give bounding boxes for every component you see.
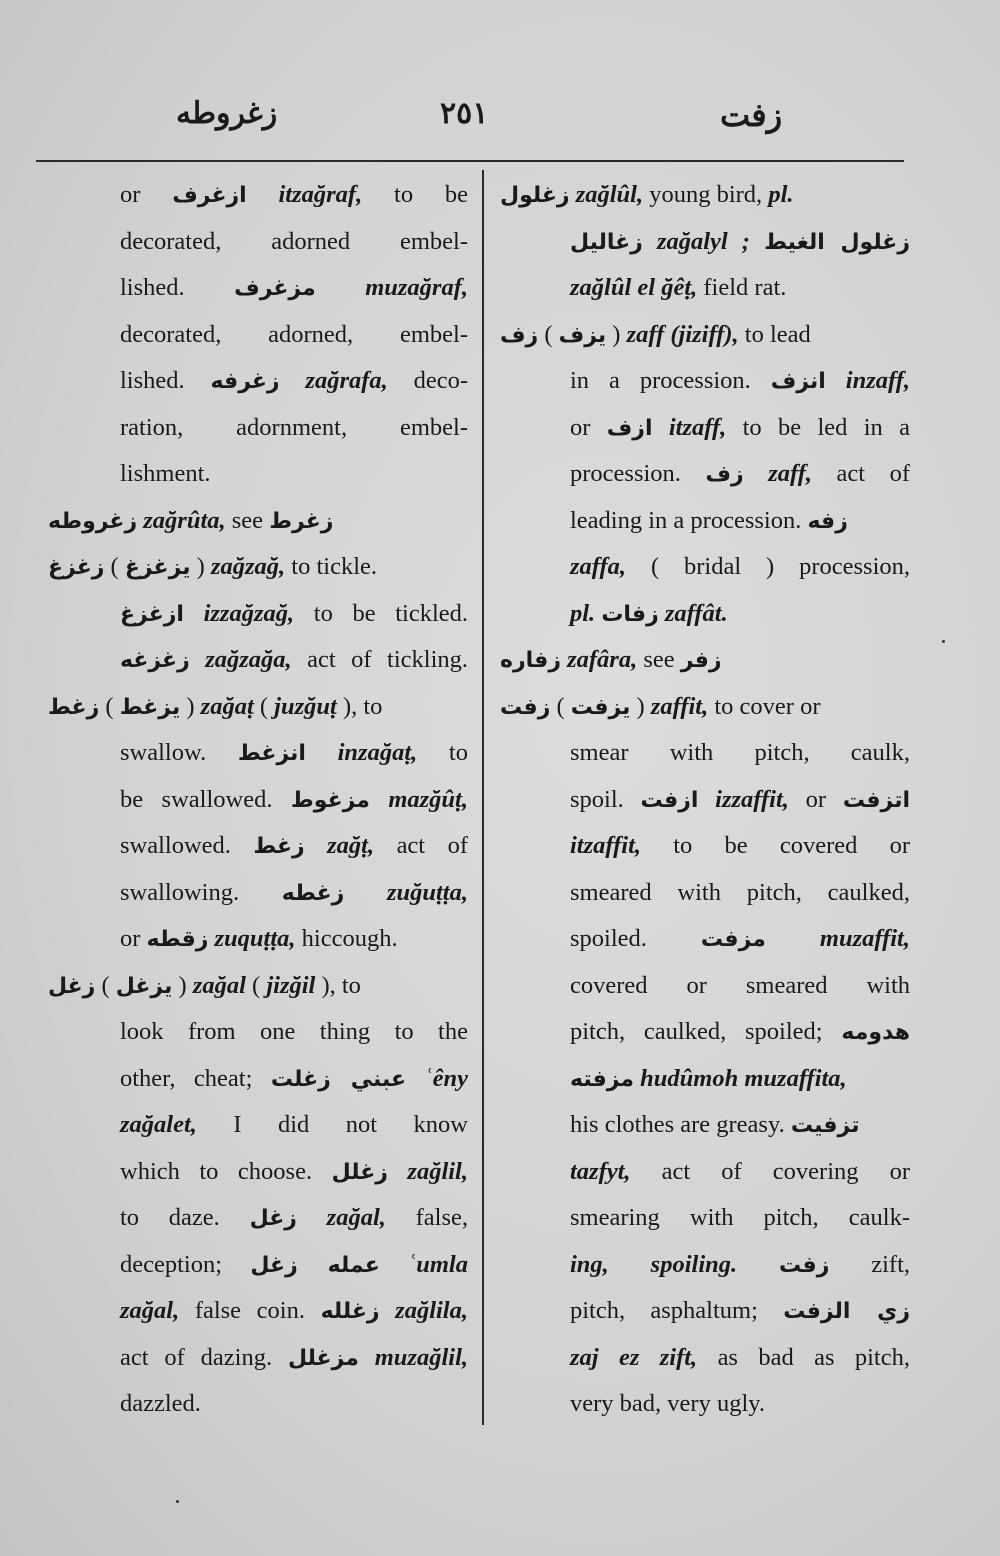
right-column bbox=[500, 172, 910, 1428]
transliteration: ing, spoiling. bbox=[570, 1250, 779, 1278]
transliteration: zağal, bbox=[326, 1204, 386, 1231]
definition-text: ), to bbox=[315, 971, 361, 999]
transliteration: zağzağa, bbox=[205, 646, 292, 673]
definition-text: smear with pitch, caulk, bbox=[570, 739, 910, 766]
transliteration: zağlila, bbox=[395, 1297, 468, 1324]
arabic-term: زغط bbox=[48, 694, 100, 720]
transliteration: zaffit, bbox=[650, 692, 709, 720]
definition-text: covered or smeared with bbox=[570, 971, 910, 999]
transliteration: zuquṭṭa, bbox=[214, 925, 296, 952]
arabic-term: يزغط bbox=[119, 694, 181, 720]
transliteration: mazğûṭ, bbox=[388, 785, 468, 813]
entry-line bbox=[48, 451, 468, 498]
entry-line bbox=[48, 730, 468, 777]
page-number: ٢٥١ bbox=[440, 97, 489, 130]
arabic-term: ازغرف bbox=[172, 183, 247, 208]
definition-text bbox=[344, 879, 387, 906]
definition-text: procession. bbox=[570, 460, 706, 487]
entry-line bbox=[500, 1149, 910, 1196]
arabic-term: مزفت bbox=[700, 927, 766, 952]
definition-text: leading in a procession. bbox=[570, 506, 808, 534]
definition-text bbox=[316, 274, 365, 301]
definition-text: to be covered or bbox=[641, 832, 910, 859]
entry-line bbox=[500, 1102, 910, 1149]
transliteration: itzaff, bbox=[668, 413, 727, 441]
entry-line bbox=[500, 1056, 910, 1103]
arabic-term: عمله زغل bbox=[250, 1252, 380, 1278]
definition-text: ( bbox=[253, 692, 275, 720]
arabic-term: يزغزغ bbox=[124, 555, 191, 580]
arabic-term: زغرط bbox=[269, 508, 334, 534]
arabic-term: زف bbox=[705, 462, 744, 487]
entry-line bbox=[48, 405, 468, 452]
definition-text: act of dazing. bbox=[120, 1343, 288, 1371]
arabic-term: زغزغه bbox=[120, 648, 190, 673]
arabic-term: زغاليل bbox=[570, 229, 643, 255]
definition-text: spoiled. bbox=[570, 925, 701, 952]
entry-line bbox=[500, 1242, 910, 1289]
transliteration: zaff, bbox=[768, 460, 812, 487]
definition-text bbox=[826, 367, 846, 394]
transliteration: zaffa, bbox=[570, 553, 627, 580]
transliteration: inzaff, bbox=[845, 367, 910, 394]
definition-text: decorated, adorned embel- bbox=[120, 227, 468, 255]
definition-text bbox=[280, 367, 306, 394]
entry-line bbox=[48, 312, 468, 359]
definition-text: I did not know bbox=[196, 1111, 468, 1138]
definition-text bbox=[744, 460, 769, 487]
definition-text: to bbox=[417, 739, 468, 766]
arabic-term: عبني زغلت bbox=[270, 1066, 407, 1092]
transliteration: zağrûta, bbox=[143, 506, 226, 534]
arabic-term: ازفت bbox=[640, 787, 699, 813]
transliteration: zağalet, bbox=[120, 1111, 197, 1138]
paper-speck bbox=[176, 1500, 179, 1503]
definition-text: see bbox=[637, 646, 681, 673]
definition-text: act of bbox=[812, 460, 910, 487]
entry-line bbox=[48, 1149, 468, 1196]
entry-line bbox=[500, 405, 910, 452]
definition-text bbox=[653, 414, 669, 441]
definition-text: be swallowed. bbox=[120, 785, 291, 813]
definition-text: to be tickled. bbox=[294, 599, 468, 627]
entry-line bbox=[48, 916, 468, 963]
definition-text: swallow. bbox=[120, 739, 238, 766]
definition-text: ( bbox=[104, 553, 125, 580]
entry-line bbox=[48, 870, 468, 917]
definition-text bbox=[406, 1065, 424, 1092]
entry-line bbox=[500, 312, 910, 359]
definition-text: which to choose. bbox=[120, 1157, 332, 1185]
entry-line bbox=[48, 1242, 468, 1289]
definition-text: ( bbox=[538, 320, 559, 348]
entry-line bbox=[500, 358, 910, 405]
transliteration: hudûmoh muzaffita, bbox=[640, 1064, 847, 1092]
entry-line bbox=[500, 684, 910, 731]
definition-text bbox=[190, 646, 205, 673]
transliteration: itzaffit, bbox=[570, 832, 642, 859]
arabic-term: يزف bbox=[558, 322, 607, 348]
entry-line bbox=[48, 1102, 468, 1149]
entry-line bbox=[48, 684, 468, 731]
definition-text: lished. bbox=[120, 367, 211, 394]
definition-text bbox=[297, 1204, 327, 1231]
definition-text: smearing with pitch, caulk- bbox=[570, 1204, 910, 1231]
entry-line bbox=[500, 823, 910, 870]
transliteration: zaffât. bbox=[664, 599, 728, 627]
definition-text: field rat. bbox=[697, 274, 787, 301]
entry-line bbox=[500, 172, 910, 219]
arabic-term: زغل bbox=[48, 973, 96, 999]
definition-text: smeared with pitch, caulked, bbox=[570, 878, 910, 906]
definition-text: zift, bbox=[871, 1250, 910, 1278]
definition-text: deco- bbox=[387, 367, 468, 394]
definition-text: pitch, caulked, spoiled; bbox=[570, 1018, 842, 1045]
arabic-term: زفر bbox=[680, 648, 722, 673]
entry-line bbox=[48, 498, 468, 545]
definition-text: see bbox=[225, 506, 270, 534]
transliteration: ʿêny bbox=[424, 1064, 468, 1092]
arabic-term: زفت bbox=[500, 694, 551, 720]
entry-line bbox=[500, 265, 910, 312]
entry-line bbox=[48, 172, 468, 219]
definition-text: deception; bbox=[120, 1250, 251, 1278]
transliteration: zağrafa, bbox=[305, 367, 388, 394]
transliteration: zağalyl ; bbox=[656, 227, 750, 255]
transliteration: zağal bbox=[192, 971, 246, 999]
definition-text: other, cheat; bbox=[120, 1064, 271, 1092]
entry-line bbox=[48, 1288, 468, 1335]
arabic-term: زغروطه bbox=[48, 508, 138, 534]
transliteration: zaff (jiziff), bbox=[626, 320, 739, 348]
definition-text: to cover or bbox=[708, 692, 821, 720]
entry-line bbox=[500, 730, 910, 777]
entry-line bbox=[48, 265, 468, 312]
definition-text: to tickle. bbox=[285, 553, 378, 580]
entry-line bbox=[48, 1195, 468, 1242]
arabic-term: مزغوط bbox=[290, 787, 370, 813]
arabic-term: زغط bbox=[253, 834, 305, 859]
arabic-term: مزفته bbox=[570, 1066, 635, 1092]
arabic-term: زغل bbox=[249, 1206, 297, 1231]
definition-text: spoil. bbox=[570, 785, 641, 813]
definition-text: ), to bbox=[336, 692, 383, 720]
arabic-term: يزفت bbox=[570, 694, 631, 720]
transliteration: pl. bbox=[768, 181, 794, 208]
entry-line bbox=[500, 1009, 910, 1056]
arabic-term: هدومه bbox=[841, 1020, 910, 1045]
entry-line bbox=[500, 498, 910, 545]
transliteration: zağṭ, bbox=[327, 832, 375, 859]
entry-line bbox=[48, 963, 468, 1010]
transliteration: juzğuṭ bbox=[274, 692, 337, 720]
transliteration: zağlûl el ğêṭ, bbox=[570, 274, 698, 301]
transliteration: itzağraf, bbox=[278, 181, 363, 208]
definition-text: ) bbox=[606, 320, 627, 348]
entry-line bbox=[500, 1335, 910, 1382]
definition-text: pitch, asphaltum; bbox=[570, 1297, 784, 1324]
entry-line bbox=[500, 1288, 910, 1335]
definition-text: or bbox=[120, 181, 173, 208]
arabic-term: زغلول bbox=[500, 183, 570, 208]
definition-text: false, bbox=[385, 1204, 468, 1231]
entry-line bbox=[500, 637, 910, 684]
definition-text bbox=[829, 1251, 871, 1278]
entry-line bbox=[48, 1009, 468, 1056]
entry-line bbox=[500, 591, 910, 638]
header-rule bbox=[36, 160, 904, 162]
entry-line bbox=[500, 544, 910, 591]
entry-line bbox=[48, 1381, 468, 1428]
transliteration: zuğuṭṭa, bbox=[386, 878, 468, 906]
definition-text: dazzled. bbox=[120, 1390, 201, 1417]
definition-text bbox=[305, 832, 327, 859]
definition-text bbox=[380, 1297, 396, 1324]
definition-text bbox=[643, 228, 657, 255]
transliteration: jizğil bbox=[266, 971, 316, 999]
definition-text bbox=[750, 228, 764, 255]
definition-text: act of tickling. bbox=[291, 646, 468, 673]
arabic-term: زغلول الغيط bbox=[764, 229, 910, 255]
arabic-term: زفات bbox=[601, 601, 659, 627]
definition-text: ( bbox=[550, 692, 571, 720]
definition-text: or bbox=[788, 785, 843, 813]
definition-text: to lead bbox=[738, 320, 811, 348]
definition-text: ) bbox=[630, 692, 651, 720]
definition-text bbox=[306, 739, 338, 766]
definition-text: act of bbox=[374, 832, 468, 859]
entry-line bbox=[500, 916, 910, 963]
entry-line bbox=[500, 777, 910, 824]
entry-line bbox=[48, 591, 468, 638]
entry-line bbox=[500, 1195, 910, 1242]
definition-text bbox=[184, 600, 204, 627]
transliteration: inzağaṭ, bbox=[337, 739, 418, 766]
entry-line bbox=[48, 823, 468, 870]
definition-text: ) bbox=[180, 692, 201, 720]
arabic-term: زغطه bbox=[281, 880, 345, 906]
arabic-term: تزفيت bbox=[790, 1113, 860, 1138]
definition-text: lished. bbox=[120, 274, 235, 301]
arabic-term: زفت bbox=[779, 1252, 830, 1278]
arabic-term: زي الزفت bbox=[783, 1299, 910, 1324]
definition-text: swallowing. bbox=[120, 878, 282, 906]
definition-text bbox=[380, 1251, 408, 1278]
definition-text: false coin. bbox=[179, 1297, 321, 1324]
definition-text: ration, adornment, embel- bbox=[120, 413, 468, 441]
transliteration: zafâra, bbox=[567, 646, 638, 673]
arabic-term: زفاره bbox=[500, 648, 561, 673]
definition-text: to daze. bbox=[120, 1204, 250, 1231]
definition-text: act of covering or bbox=[630, 1157, 910, 1185]
arabic-term: زغزغ bbox=[48, 555, 105, 580]
arabic-term: انزغط bbox=[237, 741, 306, 766]
entry-line bbox=[500, 1381, 910, 1428]
running-head-right: زفت bbox=[720, 97, 783, 133]
arabic-term: زغلل bbox=[331, 1159, 388, 1185]
definition-text bbox=[698, 786, 715, 813]
left-column bbox=[48, 172, 468, 1428]
transliteration: zağlil, bbox=[407, 1157, 468, 1185]
definition-text: very bad, very ugly. bbox=[570, 1390, 766, 1417]
arabic-term: ازغزغ bbox=[120, 601, 184, 627]
definition-text: ) bbox=[172, 971, 193, 999]
arabic-term: ازف bbox=[606, 415, 653, 441]
column-divider bbox=[482, 170, 484, 1425]
definition-text bbox=[247, 181, 279, 208]
entry-line bbox=[48, 219, 468, 266]
entry-line bbox=[48, 637, 468, 684]
transliteration: izzağzağ, bbox=[203, 599, 295, 627]
definition-text: hiccough. bbox=[295, 925, 398, 952]
entry-line bbox=[48, 1335, 468, 1382]
transliteration: tazfyt, bbox=[570, 1157, 631, 1185]
definition-text: or bbox=[570, 413, 607, 441]
transliteration: zağaṭ bbox=[200, 692, 254, 720]
entry-line bbox=[500, 219, 910, 266]
definition-text bbox=[359, 1344, 375, 1371]
arabic-term: زفه bbox=[807, 508, 848, 534]
entry-line bbox=[48, 777, 468, 824]
transliteration: muzağraf, bbox=[365, 274, 468, 301]
definition-text: in a procession. bbox=[570, 367, 771, 394]
definition-text: ( bridal ) procession, bbox=[626, 553, 910, 580]
transliteration: zağlûl, bbox=[575, 181, 644, 208]
entry-line bbox=[500, 451, 910, 498]
arabic-term: انزف bbox=[770, 369, 826, 394]
entry-line bbox=[48, 544, 468, 591]
definition-text: lishment. bbox=[120, 460, 211, 487]
entry-line bbox=[48, 1056, 468, 1103]
definition-text: ( bbox=[245, 971, 267, 999]
definition-text: young bird, bbox=[643, 181, 769, 208]
transliteration: muzağlil, bbox=[374, 1343, 468, 1371]
definition-text: swallowed. bbox=[120, 832, 254, 859]
arabic-term: مزغرف bbox=[234, 276, 316, 301]
definition-text: ( bbox=[95, 971, 116, 999]
arabic-term: زقطه bbox=[146, 927, 209, 952]
definition-text: to be led in a bbox=[726, 413, 910, 441]
transliteration: zağzağ, bbox=[210, 553, 286, 580]
transliteration: zağal, bbox=[120, 1297, 180, 1324]
transliteration: ʿumla bbox=[408, 1250, 468, 1278]
definition-text: as bad as pitch, bbox=[697, 1343, 910, 1371]
transliteration: pl. bbox=[570, 599, 596, 627]
arabic-term: زغرفه bbox=[210, 369, 280, 394]
paper-speck bbox=[942, 640, 945, 643]
arabic-term: زف bbox=[500, 322, 539, 348]
transliteration: izzaffit, bbox=[715, 785, 789, 813]
arabic-term: مزغلل bbox=[287, 1345, 359, 1371]
page-header bbox=[0, 96, 1000, 146]
transliteration: zaj ez zift, bbox=[570, 1343, 698, 1371]
entry-line bbox=[500, 870, 910, 917]
arabic-term: اتزفت bbox=[842, 787, 910, 813]
entry-line bbox=[500, 963, 910, 1010]
definition-text: ( bbox=[99, 692, 120, 720]
arabic-term: يزغل bbox=[115, 973, 173, 999]
definition-text: decorated, adorned, embel- bbox=[120, 320, 468, 348]
definition-text: to be bbox=[362, 181, 468, 208]
definition-text: look from one thing to the bbox=[120, 1018, 468, 1045]
definition-text bbox=[388, 1158, 408, 1185]
arabic-term: زغلله bbox=[320, 1299, 380, 1324]
definition-text bbox=[370, 786, 388, 813]
definition-text: his clothes are greasy. bbox=[570, 1111, 791, 1138]
transliteration: muzaffit, bbox=[819, 925, 910, 952]
definition-text: ) bbox=[190, 553, 211, 580]
definition-text: or bbox=[120, 925, 147, 952]
entry-line bbox=[48, 358, 468, 405]
definition-text bbox=[766, 925, 820, 952]
running-head-left: زغروطه bbox=[176, 97, 278, 130]
